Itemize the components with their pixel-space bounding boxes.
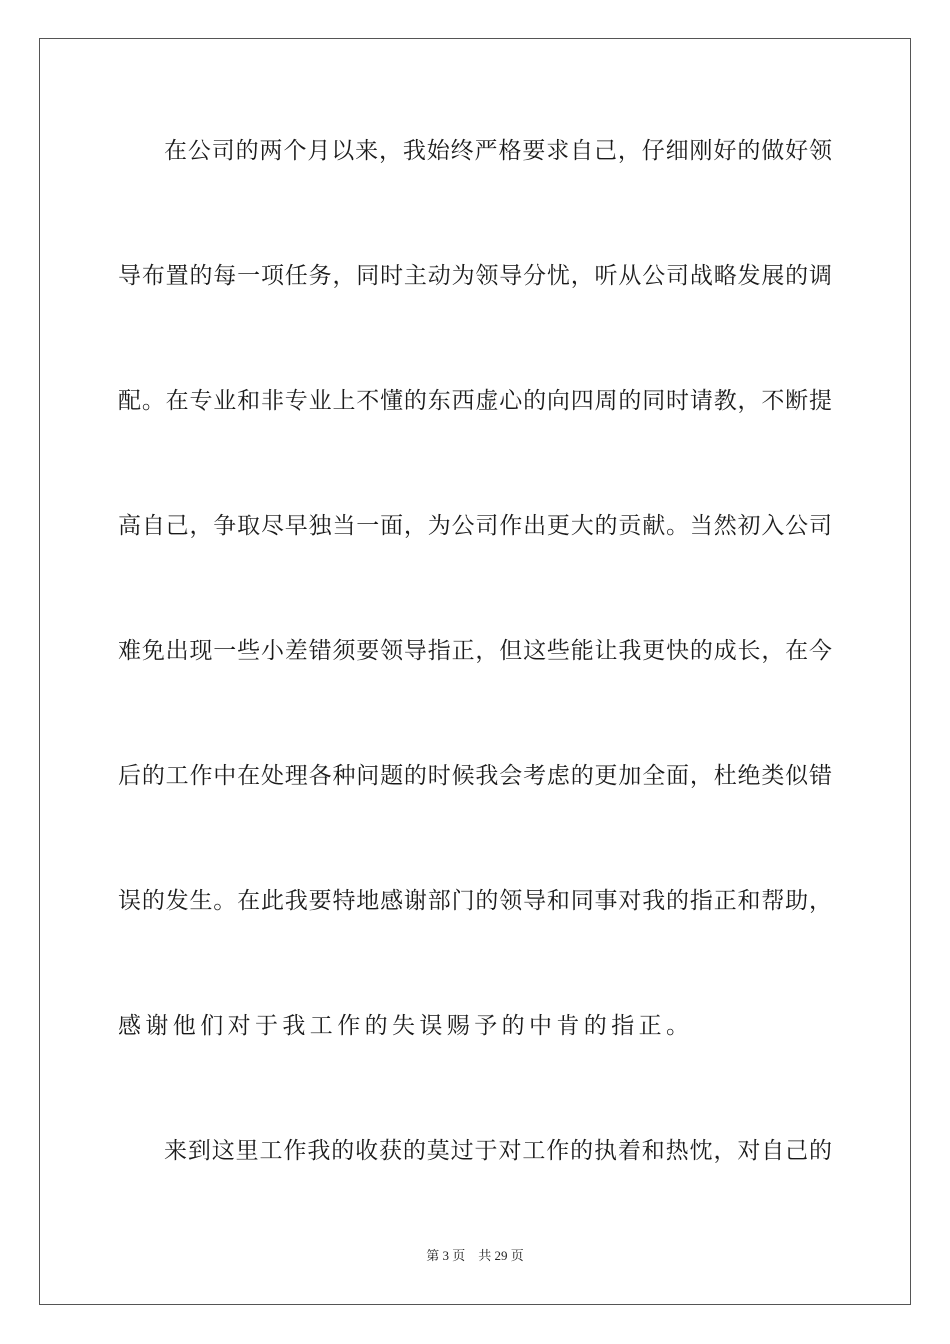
paragraph-1-line-1: 在公司的两个月以来，我始终严格要求自己，仔细刚好的做好领 xyxy=(164,138,832,164)
paragraph-1-line-8: 感谢他们对于我工作的失误赐予的中肯的指正。 xyxy=(118,1013,694,1039)
page-number-label: 第 3 页 共 29 页 xyxy=(426,1248,524,1263)
paragraph-1-line-6: 后的工作中在处理各种问题的时候我会考虑的更加全面，杜绝类似错 xyxy=(118,763,832,789)
paragraph-1-line-5: 难免出现一些小差错须要领导指正，但这些能让我更快的成长，在今 xyxy=(118,638,832,664)
paragraph-1-line-4: 高自己，争取尽早独当一面，为公司作出更大的贡献。当然初入公司 xyxy=(118,513,832,539)
paragraph-1-line-3: 配。在专业和非专业上不懂的东西虚心的向四周的同时请教，不断提 xyxy=(118,388,832,414)
paragraph-1-line-7: 误的发生。在此我要特地感谢部门的领导和同事对我的指正和帮助， xyxy=(118,888,832,914)
page-number-footer xyxy=(0,1248,950,1264)
paragraph-2-line-1: 来到这里工作我的收获的莫过于对工作的执着和热忱，对自己的 xyxy=(164,1138,832,1164)
page-border xyxy=(39,38,911,1305)
paragraph-1-line-2: 导布置的每一项任务，同时主动为领导分忧，听从公司战略发展的调 xyxy=(118,263,832,289)
